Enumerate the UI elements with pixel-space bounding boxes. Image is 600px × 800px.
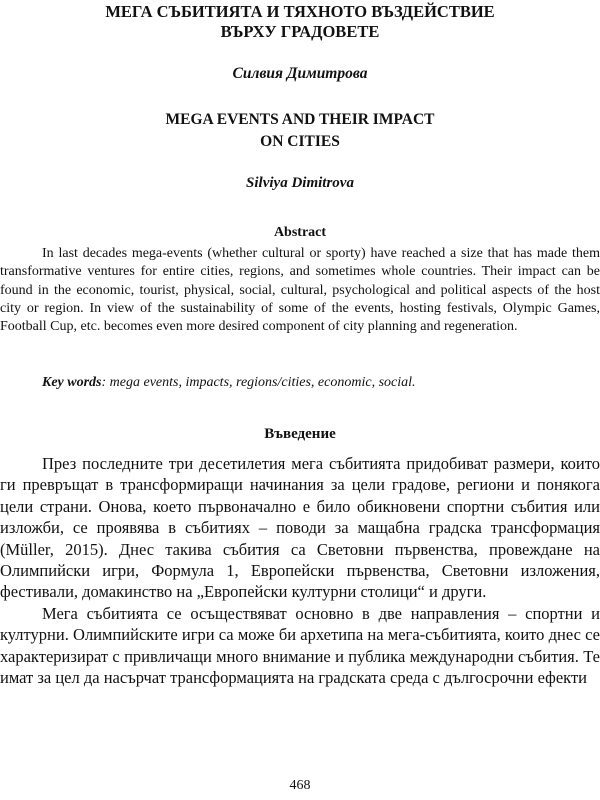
author-english: Silviya Dimitrova bbox=[246, 175, 354, 191]
keywords-line bbox=[0, 374, 600, 392]
title-bulgarian-line-2: ВЪРХУ ГРАДОВЕТЕ bbox=[220, 22, 380, 41]
body-paragraph-1: През последните три десетилетия мега събитията придобиват размери, които ги превръщат в трансформиращи начинания за цели градове, региони и понякога цели страни. Онова, което първоначално е било обикновени спортни събития или изложби, се проявява в събитиях – поводи за мащабна градска трансформация (Müller, 2015). Днес такива събития са Световни първенства, провеждане на Олимпийски игри, Формула 1, Европейски първенства, Световни изложения, фестивали, домакинство на „Европейски културни столици“ и други. bbox=[0, 454, 600, 602]
abstract-heading: Abstract bbox=[273, 225, 327, 240]
title-english bbox=[70, 109, 530, 153]
title-bulgarian bbox=[70, 2, 530, 42]
author-bulgarian: Силвия Димитрова bbox=[232, 65, 368, 82]
title-english-line-2: ON CITIES bbox=[260, 133, 340, 150]
keywords-label: Key words bbox=[42, 375, 102, 390]
page-number: 468 bbox=[289, 778, 311, 793]
title-english-line-1: MEGA EVENTS AND THEIR IMPACT bbox=[165, 111, 435, 128]
abstract-text: In last decades mega-events (whether cultural or sporty) have reached a size that has made them transformative ventures for entire cities, regions, and sometimes whole countries. Their impact can be found in the economic, tourist, physical, social, cultural, psychological and political aspects of the host city or region. In view of the sustainability of some of the events, hosting festivals, Olympic Games, Football Cup, etc. becomes even more desired component of city planning and regeneration. bbox=[0, 246, 600, 335]
body-text bbox=[0, 453, 600, 688]
title-bulgarian-line-1: МЕГА СЪБИТИЯТА И ТЯХНОТО ВЪЗДЕЙСТВИЕ bbox=[105, 2, 495, 21]
section-heading: Въведение bbox=[264, 426, 336, 442]
keywords-text: : mega events, impacts, regions/cities, economic, social. bbox=[101, 375, 416, 390]
body-paragraph-2: Мега събитията се осъществяват основно в две направления – спортни и културни. Олимпийските игри са може би архетипа на мега-събитията, които днес се характеризират с привличащи много внимание и публика международни събития. Те имат за цел да насърчат трансформацията на градската среда с дългосрочни ефекти bbox=[0, 603, 600, 688]
